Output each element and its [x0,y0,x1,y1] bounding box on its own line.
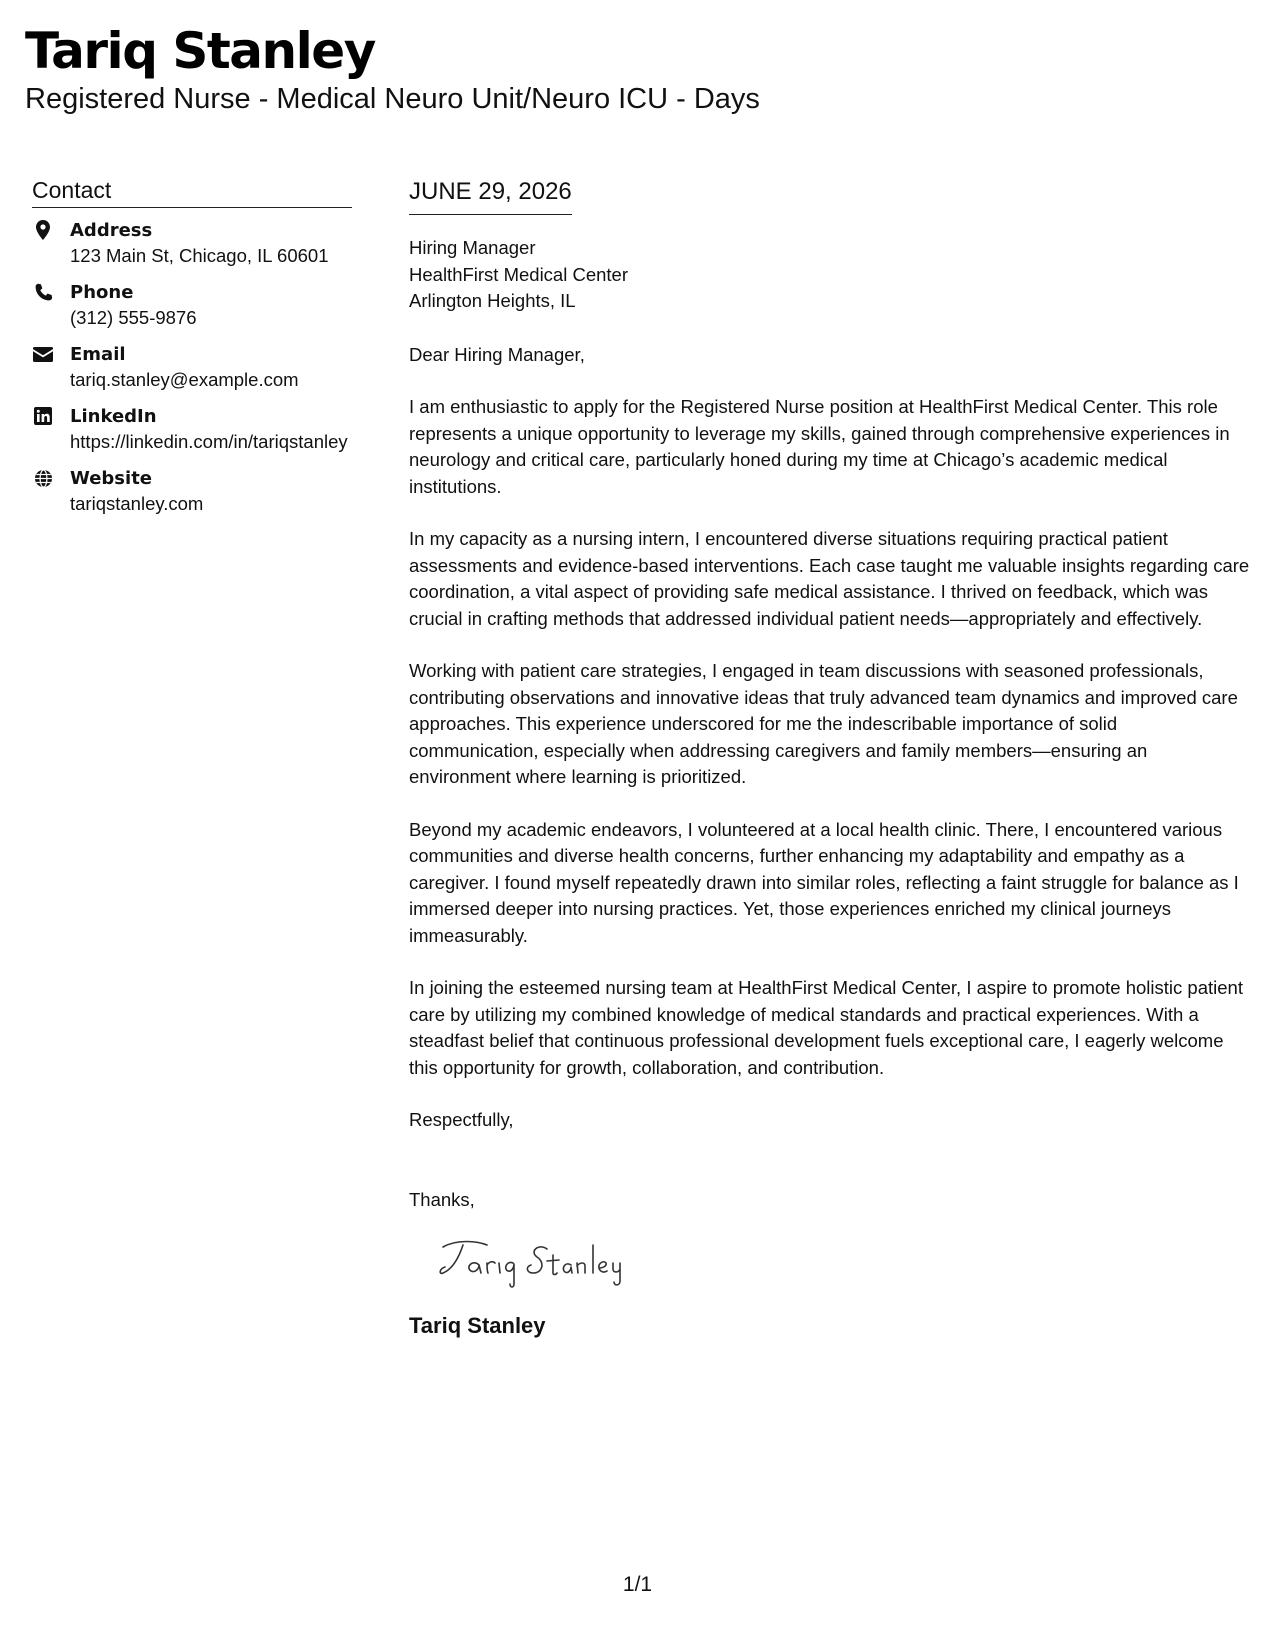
paragraph-3: Working with patient care strategies, I engaged in team discussions with seasoned professionals, contributing observations and innovative ideas that truly advanced team dynamics and improved care approaches. This experience underscored for me the indescribable importance of solid communication, especially when addressing caregivers and family members—ensuring an environment where learning is prioritized. [409,660,1238,787]
contact-item-address [32,218,352,268]
salutation: Dear Hiring Manager, [409,343,585,365]
contact-item-email [32,342,352,392]
map-pin-icon [32,219,54,241]
contact-label: Website [70,468,153,489]
cover-letter-body [409,176,1251,1340]
website-value[interactable]: tariqstanley.com [70,493,204,514]
contact-item-linkedin [32,404,352,454]
thanks-line: Thanks, [409,1188,475,1210]
paragraph-5: In joining the esteemed nursing team at HealthFirst Medical Center, I aspire to promote holistic patient care by utilizing my combined knowledge of medical standards and practical experiences. With a steadfast belief that continuous professional development fuels exceptional care, I eagerly welcome this opportunity for growth, collaboration, and contribution. [409,977,1243,1078]
recipient-organization: HealthFirst Medical Center [409,263,628,285]
contact-label: LinkedIn [70,406,157,427]
paragraph-1: I am enthusiastic to apply for the Registered Nurse position at HealthFirst Medical Center. This role represents a unique opportunity to leverage my skills, gained through comprehensive experiences in neurology and critical care, particularly honed during my time at Chicago’s academic medical institutions. [409,396,1230,497]
contact-item-phone [32,280,352,330]
linkedin-icon [32,405,54,427]
job-title: Registered Nurse - Medical Neuro Unit/Neuro ICU - Days [25,83,760,115]
contact-heading: Contact [32,176,352,208]
envelope-icon [32,343,54,365]
contact-label: Email [70,344,126,365]
applicant-name: Tariq Stanley [25,22,375,80]
contact-label: Phone [70,282,134,303]
handwritten-signature [435,1233,645,1291]
globe-icon [32,467,54,489]
recipient-block [409,235,1251,315]
contact-sidebar [32,176,352,528]
email-value[interactable]: tariq.stanley@example.com [70,369,299,390]
resume-header [25,20,760,116]
signed-name: Tariq Stanley [409,1313,546,1338]
letter-date: JUNE 29, 2026 [409,176,572,215]
recipient-title: Hiring Manager [409,237,536,258]
page-number: 1/1 [622,1573,653,1596]
closing: Respectfully, [409,1109,514,1130]
phone-icon [32,281,54,303]
contact-item-website [32,466,352,516]
linkedin-value[interactable]: https://linkedin.com/in/tariqstanley [70,431,348,452]
address-value: 123 Main St, Chicago, IL 60601 [70,245,329,266]
contact-label: Address [70,220,153,241]
paragraph-2: In my capacity as a nursing intern, I encountered diverse situations requiring practical patient assessments and evidence-based interventions. Each case taught me valuable insights regarding care coordination, a vital aspect of providing safe medical assistance. I thrived on feedback, which was crucial in crafting methods that addressed individual patient needs—appropriately and effectively. [409,528,1250,629]
paragraph-4: Beyond my academic endeavors, I volunteered at a local health clinic. There, I encountered various communities and diverse health concerns, further enhancing my adaptability and empathy as a caregiver. I found myself repeatedly drawn into similar roles, reflecting a faint struggle for balance as I immersed deeper into nursing practices. Yet, those experiences enriched my clinical journeys immeasurably. [409,818,1239,946]
phone-value: (312) 555-9876 [70,307,197,328]
recipient-location: Arlington Heights, IL [409,290,576,311]
